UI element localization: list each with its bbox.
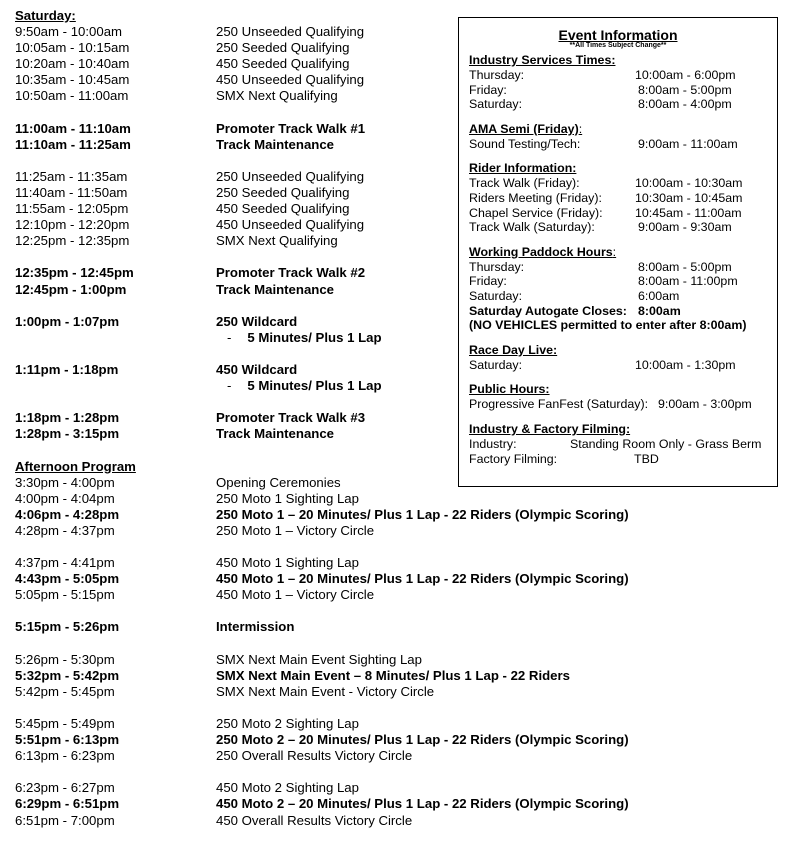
info-row — [469, 452, 767, 467]
info-value: 8:00am - 11:00pm — [638, 274, 738, 289]
row-time: 1:11pm - 1:18pm — [15, 361, 119, 377]
schedule-row — [15, 233, 445, 249]
section-title: Industry & Factory Filming: — [469, 421, 631, 436]
schedule-row — [15, 137, 445, 153]
autogate-time: 8:00am — [638, 303, 681, 318]
info-row — [469, 260, 767, 275]
row-activity: Opening Ceremonies — [216, 474, 341, 490]
schedule-row — [15, 652, 445, 668]
info-row — [469, 397, 767, 412]
info-row — [469, 176, 767, 191]
row-activity: 250 Unseeded Qualifying — [216, 168, 365, 184]
info-label: Chapel Service (Friday): — [469, 205, 603, 220]
row-activity: 250 Moto 1 Sighting Lap — [216, 490, 359, 506]
info-label: Saturday: — [469, 97, 523, 112]
schedule-row — [15, 201, 445, 217]
section-title-suffix: : — [612, 244, 617, 259]
row-activity: SMX Next Main Event Sighting Lap — [216, 651, 422, 667]
schedule-row — [15, 491, 445, 507]
info-label: Thursday: — [469, 259, 525, 274]
schedule-row — [15, 619, 445, 635]
info-value: 10:30am - 10:45am — [635, 190, 743, 205]
event-information-box — [458, 17, 778, 487]
row-activity: Track Maintenance — [216, 136, 335, 152]
schedule-row — [15, 24, 445, 40]
row-activity: 250 Unseeded Qualifying — [216, 24, 365, 39]
row-time: 11:40am - 11:50am — [15, 184, 128, 200]
sub-dash: - — [227, 329, 232, 345]
row-time: 4:37pm - 4:41pm — [15, 555, 115, 570]
row-time: 10:05am - 10:15am — [15, 40, 130, 56]
schedule-row — [15, 426, 445, 442]
row-time: 6:13pm - 6:23pm — [15, 748, 115, 764]
info-value: 10:00am - 10:30am — [635, 176, 743, 191]
row-time: 11:25am - 11:35am — [15, 168, 128, 184]
section-title — [469, 245, 767, 260]
race-day-live-section — [469, 343, 767, 373]
row-activity: SMX Next Main Event – 8 Minutes/ Plus 1 Lap - 22 Riders — [216, 667, 570, 683]
row-activity: 250 Overall Results Victory Circle — [216, 748, 413, 764]
row-activity: Track Maintenance — [216, 281, 335, 297]
schedule-row — [15, 748, 445, 764]
row-activity: Promoter Track Walk #2 — [216, 265, 366, 281]
schedule-row — [15, 72, 445, 88]
info-label: Thursday: — [469, 68, 525, 82]
row-activity: Promoter Track Walk #1 — [216, 120, 366, 136]
schedule-row — [15, 362, 445, 378]
schedule-row — [15, 716, 445, 732]
section-title: Race Day Live: — [469, 342, 558, 357]
row-activity: 250 Moto 2 – 20 Minutes/ Plus 1 Lap - 22 Riders (Olympic Scoring) — [216, 732, 629, 748]
schedule-row — [15, 169, 445, 185]
row-time: 12:35pm - 12:45pm — [15, 265, 134, 281]
row-activity: SMX Next Qualifying — [216, 233, 338, 249]
row-time: 11:00am - 11:10am — [15, 120, 131, 136]
row-activity: Intermission — [216, 619, 295, 635]
info-value: 9:00am - 9:30am — [638, 220, 732, 235]
info-row — [469, 68, 767, 83]
schedule-row — [15, 185, 445, 201]
schedule-row — [15, 780, 445, 796]
info-label: Factory Filming: — [469, 451, 558, 466]
info-row — [469, 191, 767, 206]
info-row — [469, 289, 767, 304]
schedule-row — [15, 506, 629, 523]
row-activity: 250 Moto 1 – Victory Circle — [216, 522, 375, 538]
row-time: 5:45pm - 5:49pm — [15, 715, 115, 731]
working-paddock-section — [469, 245, 767, 333]
row-time: 10:20am - 10:40am — [15, 56, 130, 72]
section-title: Rider Information: — [469, 161, 577, 176]
no-vehicles-note: (NO VEHICLES permitted to enter after 8:00am) — [469, 318, 747, 333]
schedule-row — [15, 314, 445, 330]
row-activity: 250 Wildcard — [216, 313, 298, 329]
event-info-title: Event Information — [558, 27, 678, 43]
row-activity: 450 Unseeded Qualifying — [216, 72, 365, 88]
schedule-row — [15, 523, 445, 539]
section-title: Industry Services Times: — [469, 53, 616, 67]
section-title-suffix: : — [578, 121, 583, 136]
row-time: 1:28pm - 3:15pm — [15, 426, 120, 442]
row-activity: 450 Seeded Qualifying — [216, 56, 350, 72]
section-title: Public Hours: — [469, 382, 550, 397]
schedule-row — [15, 88, 445, 104]
section-title — [469, 122, 767, 137]
schedule-row — [15, 217, 445, 233]
row-activity: Promoter Track Walk #3 — [216, 410, 366, 426]
row-activity: 250 Moto 1 – 20 Minutes/ Plus 1 Lap - 22 Riders (Olympic Scoring) — [216, 506, 629, 522]
row-activity: 450 Wildcard — [216, 361, 298, 377]
row-time: 6:51pm - 7:00pm — [15, 812, 115, 828]
row-time: 10:35am - 10:45am — [15, 72, 130, 88]
row-activity: 450 Moto 1 Sighting Lap — [216, 555, 359, 570]
schedule-row — [15, 282, 445, 298]
row-time: 4:28pm - 4:37pm — [15, 522, 115, 538]
info-row — [469, 437, 767, 452]
schedule-subrow — [15, 378, 445, 394]
info-label: Friday: — [469, 274, 507, 289]
row-activity: SMX Next Qualifying — [216, 88, 338, 104]
row-time: 5:15pm - 5:26pm — [15, 619, 120, 635]
row-time: 4:43pm - 5:05pm — [15, 571, 120, 587]
row-time: 11:10am - 11:25am — [15, 136, 131, 152]
event-info-subtitle: **All Times Subject Change** — [569, 42, 667, 49]
row-time: 4:00pm - 4:04pm — [15, 490, 115, 506]
schedule-row — [15, 796, 629, 812]
row-time: 5:26pm - 5:30pm — [15, 651, 115, 667]
row-activity: 5 Minutes/ Plus 1 Lap — [247, 329, 382, 345]
info-value: 10:00am - 6:00pm — [635, 68, 736, 82]
row-activity: 450 Moto 1 – 20 Minutes/ Plus 1 Lap - 22 Riders (Olympic Scoring) — [216, 571, 629, 587]
sub-dash: - — [227, 378, 232, 394]
public-hours-section — [469, 382, 767, 412]
info-value: 8:00am - 4:00pm — [638, 97, 732, 112]
info-row — [469, 318, 767, 333]
autogate-label: Saturday Autogate Closes: — [469, 303, 627, 318]
row-activity: 250 Moto 2 Sighting Lap — [216, 715, 359, 731]
row-time: 10:50am - 11:00am — [15, 88, 129, 104]
info-value: 10:45am - 11:00am — [635, 205, 742, 220]
row-time: 1:18pm - 1:28pm — [15, 410, 120, 426]
row-activity: 250 Seeded Qualifying — [216, 184, 350, 200]
schedule-row — [15, 813, 445, 829]
schedule-row — [15, 587, 445, 603]
row-time: 12:45pm - 1:00pm — [15, 281, 127, 297]
row-time: 5:51pm - 6:13pm — [15, 732, 120, 748]
row-time: 12:25pm - 12:35pm — [15, 233, 130, 249]
row-activity: Track Maintenance — [216, 426, 335, 442]
row-time: 6:23pm - 6:27pm — [15, 780, 115, 796]
info-label: Industry: — [469, 436, 517, 451]
row-time: 5:42pm - 5:45pm — [15, 683, 115, 699]
row-time: 5:05pm - 5:15pm — [15, 587, 115, 603]
schedule-row — [15, 684, 445, 700]
info-value: TBD — [634, 451, 659, 466]
row-time: 4:06pm - 4:28pm — [15, 506, 120, 522]
row-activity: 450 Overall Results Victory Circle — [216, 812, 413, 828]
schedule-row — [15, 265, 445, 281]
schedule-row — [15, 732, 629, 748]
schedule-row — [15, 475, 445, 491]
row-activity: 450 Moto 2 – 20 Minutes/ Plus 1 Lap - 22 Riders (Olympic Scoring) — [216, 796, 629, 812]
schedule-row — [15, 667, 570, 684]
info-value: 10:00am - 1:30pm — [635, 357, 736, 372]
info-label: Track Walk (Friday): — [469, 176, 580, 191]
info-value: 9:00am - 11:00am — [638, 136, 738, 151]
info-row — [469, 206, 767, 221]
row-time: 6:29pm - 6:51pm — [15, 796, 120, 812]
row-activity: 5 Minutes/ Plus 1 Lap — [247, 378, 382, 394]
row-activity: 450 Moto 2 Sighting Lap — [216, 780, 359, 796]
section-title-text: Working Paddock Hours — [469, 244, 613, 259]
schedule-subrow — [15, 330, 445, 346]
info-row — [469, 83, 767, 98]
info-row — [469, 97, 767, 112]
row-activity: 250 Seeded Qualifying — [216, 40, 350, 56]
info-row — [469, 358, 767, 373]
info-label: Saturday: — [469, 357, 523, 372]
info-value: 6:00am — [638, 288, 680, 303]
info-label: Progressive FanFest (Saturday): — [469, 397, 649, 412]
schedule-row — [15, 40, 445, 56]
afternoon-heading: Afternoon Program — [15, 458, 136, 474]
info-value: 8:00am - 5:00pm — [638, 259, 732, 274]
row-activity: 450 Seeded Qualifying — [216, 201, 350, 217]
row-activity: 450 Unseeded Qualifying — [216, 217, 365, 233]
info-row — [469, 274, 767, 289]
info-label: Saturday: — [469, 288, 523, 303]
info-label: Riders Meeting (Friday): — [469, 190, 602, 205]
industry-services-section — [469, 53, 767, 112]
schedule-row — [15, 56, 445, 72]
row-time: 1:00pm - 1:07pm — [15, 313, 120, 329]
info-row — [469, 137, 767, 152]
row-activity: SMX Next Main Event - Victory Circle — [216, 683, 435, 699]
info-label: Sound Testing/Tech: — [469, 136, 581, 151]
info-value: Standing Room Only - Grass Berm — [570, 436, 762, 451]
info-row — [469, 304, 767, 319]
info-value: 8:00am - 5:00pm — [638, 82, 732, 97]
schedule-row — [15, 121, 445, 137]
info-row — [469, 220, 767, 235]
info-value: 9:00am - 3:00pm — [658, 397, 752, 412]
info-label: Friday: — [469, 82, 507, 97]
schedule-row — [15, 555, 445, 571]
ama-semi-section — [469, 122, 767, 152]
schedule-row — [15, 571, 629, 587]
row-time: 5:32pm - 5:42pm — [15, 667, 120, 683]
schedule-row — [15, 410, 445, 426]
row-time: 9:50am - 10:00am — [15, 24, 123, 39]
section-title-text: AMA Semi (Friday) — [469, 121, 579, 136]
row-time: 11:55am - 12:05pm — [15, 201, 129, 217]
row-activity: 450 Moto 1 – Victory Circle — [216, 587, 375, 603]
filming-section — [469, 422, 767, 466]
rider-information-section — [469, 161, 767, 234]
saturday-heading: Saturday: — [15, 8, 76, 23]
row-time: 12:10pm - 12:20pm — [15, 217, 130, 233]
row-time: 3:30pm - 4:00pm — [15, 474, 115, 490]
info-label: Track Walk (Saturday): — [469, 220, 595, 235]
